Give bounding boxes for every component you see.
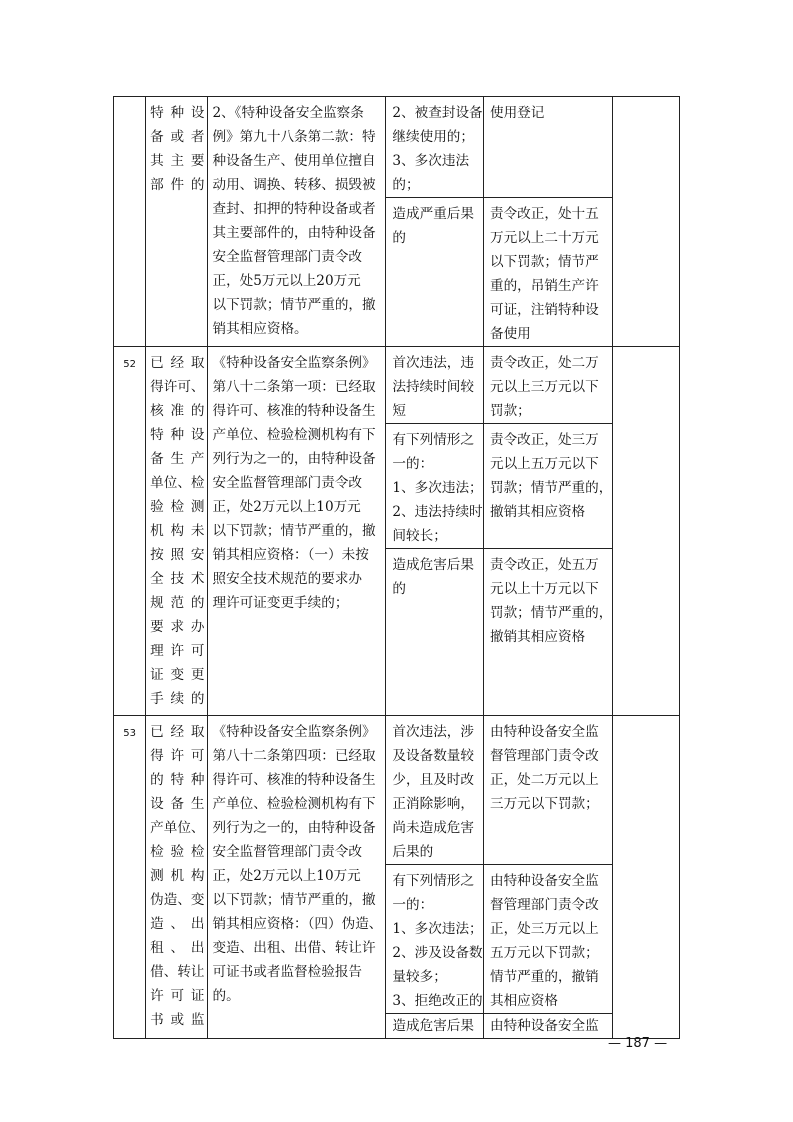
- penalty-cell: 由特种设备安全监 督管理部门责令改 正，处二万元以上 三万元以下罚款；: [484, 716, 612, 865]
- situation-penalty-grid: [386, 347, 612, 716]
- situation-cell: 造成危害后果 的: [386, 549, 483, 715]
- penalty-cell: 责令改正，处十五 万元以上二十万元 以下罚款；情节严 重的，吊销生产许 可证，注销特种设 备使用: [490, 206, 599, 342]
- table-row: [114, 347, 680, 716]
- situation-cell: 有下列情形之 一的： 1、多次违法； 2、涉及设备数 量较多； 3、拒绝改正的: [386, 864, 483, 1013]
- violation-name-cell: 特种设 备或者 其主要 部件的: [146, 97, 208, 347]
- table-row: [114, 715, 680, 1038]
- penalty-cell: 使用登记: [484, 97, 612, 198]
- page-number: — 187 —: [608, 1036, 668, 1051]
- penalty-cell: 由特种设备安全监: [490, 1017, 599, 1034]
- legal-basis-cell: 《特种设备安全监察条例》 第八十二条第一项：已经取 得许可、核准的特种设备生 产单位、检验检测机构有下 列行为之一的，由特种设备 安全监督管理部门责令改 正，处2万元以上10万元 以下罚款；情节严重的，撤 销其相应资格：（一）未按 照安全技术规范的要求办 理许可证变更手续的；: [208, 347, 386, 716]
- situation-cell: 首次违法，违 法持续时间较 短: [386, 347, 483, 424]
- situation-cell: 首次违法，涉 及设备数量较 少，且及时改 正消除影响， 尚未造成危害 后果的: [386, 716, 483, 865]
- penalty-standards-table: [113, 96, 680, 1039]
- penalty-cell: 由特种设备安全监 督管理部门责令改 正，处三万元以上 五万元以下罚款； 情节严重的，撤销 其相应资格: [484, 864, 612, 1013]
- penalty-cell: 责令改正，处五万 元以上十万元以下 罚款；情节严重的， 撤销其相应资格: [490, 557, 613, 645]
- situation-cell: 造成严重后果 的: [386, 198, 483, 347]
- violation-name-cell: 已经取 得许可 的特种 设备生 产单位、 检验检 测机构 伪造、变 造、出 租、出 借、转让 许可证 书或监: [146, 715, 208, 1038]
- blank-cell: [612, 97, 679, 347]
- situation-cell: 2、被查封设备 继续使用的； 3、多次违法 的；: [386, 97, 483, 198]
- situation-cell: 造成危害后果: [386, 1013, 483, 1038]
- situation-penalty-grid: [386, 97, 612, 347]
- legal-basis-cell: 《特种设备安全监察条例》 第八十二条第四项：已经取 得许可、核准的特种设备生 产单位、检验检测机构有下 列行为之一的，由特种设备 安全监督管理部门责令改 正，处2万元以上10万元 以下罚款；情节严重的，撤 销其相应资格：（四）伪造、 变造、出租、出借、转让许 可证书或者监督检验报告 的。: [208, 715, 386, 1038]
- row-number-cell: [114, 97, 146, 347]
- blank-cell: [612, 347, 679, 716]
- legal-basis-cell: 2、《特种设备安全监察条 例》第九十八条第二款：特 种设备生产、使用单位擅自 动用、调换、转移、损毁被 查封、扣押的特种设备或者 其主要部件的，由特种设备 安全监督管理部门责令改 正，处5万元以上20万元 以下罚款；情节严重的，撤 销其相应资格。: [208, 97, 386, 347]
- violation-name-cell: 已经取 得许可、 核准的 特种设 备生产 单位、检 验检测 机构未 按照安 全技术 规范的 要求办 理许可 证变更 手续的: [146, 347, 208, 716]
- penalty-cell: 责令改正，处二万 元以上三万元以下 罚款；: [484, 347, 612, 424]
- row-number-cell: 52: [114, 347, 146, 716]
- situation-penalty-grid: [386, 715, 612, 1038]
- row-number-cell: 53: [114, 715, 146, 1038]
- blank-cell: [612, 715, 679, 1038]
- situation-cell: 有下列情形之 一的： 1、多次违法； 2、违法持续时 间较长；: [386, 424, 483, 549]
- table-row: [114, 97, 680, 347]
- penalty-cell: 责令改正，处三万 元以上五万元以下 罚款；情节严重的， 撤销其相应资格: [484, 424, 612, 549]
